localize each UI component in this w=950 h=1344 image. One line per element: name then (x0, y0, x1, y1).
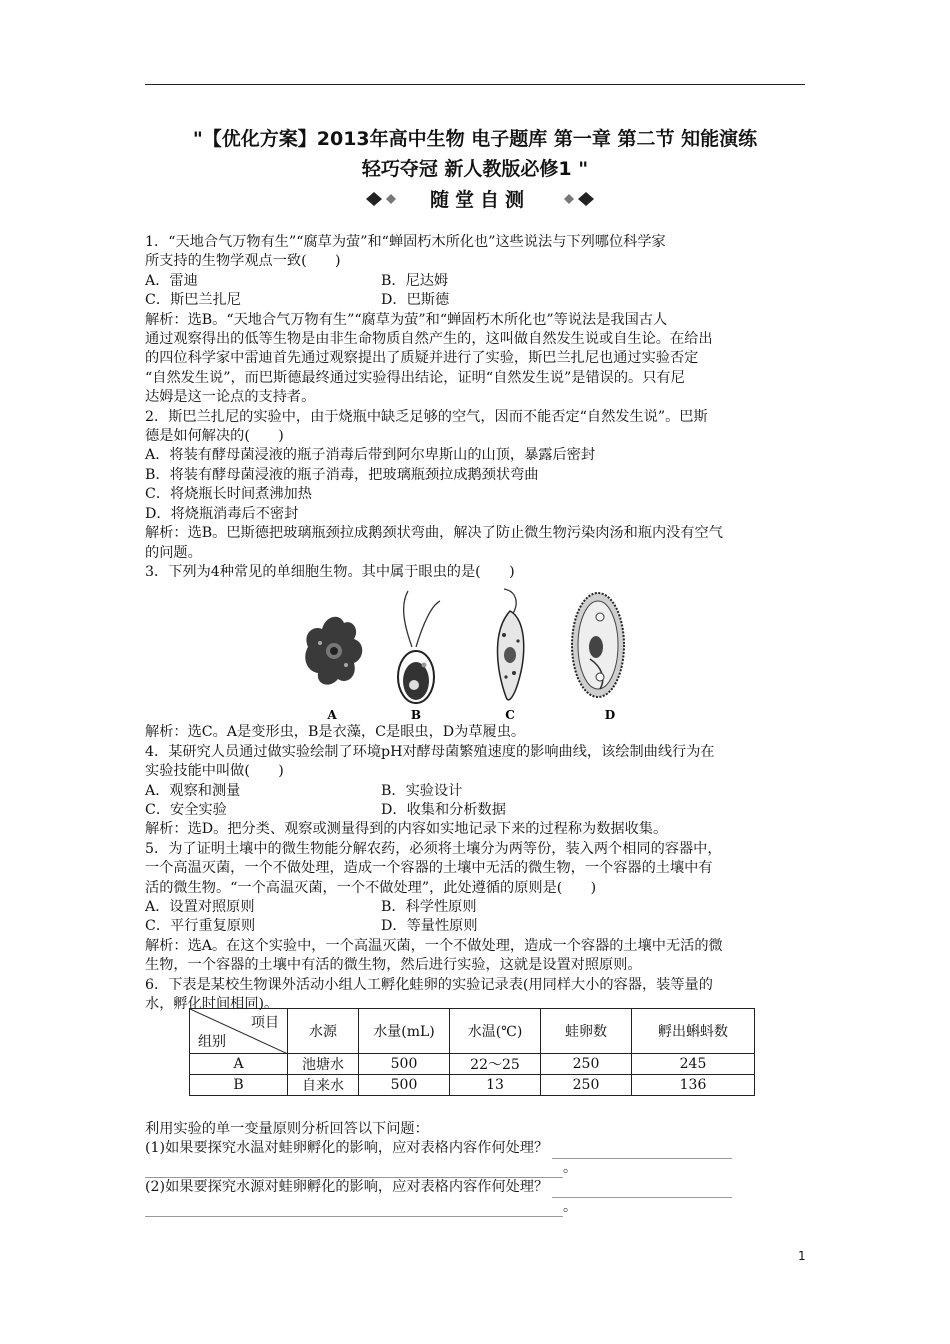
q6-sub2-continuation (145, 1198, 807, 1217)
euglena-image (498, 589, 524, 700)
section-banner (360, 186, 600, 212)
answer-blank[interactable] (552, 1144, 732, 1159)
q1-option-d: D．巴斯德 (381, 292, 450, 309)
table-cell: 245 (632, 1054, 755, 1075)
table-cell: 自来水 (288, 1075, 359, 1096)
table-cell: 250 (541, 1075, 632, 1096)
q1-stem-2: 所支持的生物学观点一致( ) (145, 253, 341, 270)
table-cell: 22～25 (450, 1054, 541, 1075)
title-line-2: 轻巧夺冠 新人教版必修1 " (361, 158, 589, 180)
q5-option-b: B．科学性原则 (381, 898, 477, 915)
amoeba-image (305, 617, 362, 685)
q5-stem-2: 一个高温灭菌，一个不做处理，造成一个容器的土壤中无活的微生物，一个容器的土壤中有 (145, 860, 713, 877)
table-header: 水源 (288, 1009, 359, 1054)
paramecium-image (572, 593, 624, 697)
q2-option-b: B．将装有酵母菌浸液的瓶子消毒，把玻璃瓶颈拉成鹅颈状弯曲 (145, 466, 539, 483)
q5-stem-1: 5．为了证明土壤中的微生物能分解农药，必须将土壤分为两等份，装入两个相同的容器中， (145, 840, 722, 857)
corner-label-top: 项目 (251, 1015, 279, 1031)
answer-blank[interactable] (552, 1183, 732, 1198)
table-row (190, 1054, 755, 1075)
q5-option-c: C．平行重复原则 (145, 918, 256, 935)
table-cell: 136 (632, 1075, 755, 1096)
q4-option-b: B．实验设计 (381, 782, 463, 799)
q2-option-c: C．将烧瓶长时间煮沸加热 (145, 486, 312, 503)
q6-sub1-line (145, 1139, 807, 1158)
diamond-left-inner (386, 194, 396, 204)
answer-blank[interactable] (145, 1163, 563, 1178)
q1-option-c: C．斯巴兰扎尼 (145, 292, 241, 309)
table-header-row (190, 1009, 755, 1054)
figure-label-a: A (327, 708, 337, 723)
table-header: 水温(℃) (450, 1009, 541, 1054)
q5-answer-1: 解析：选A。在这个实验中，一个高温灭菌，一个不做处理，造成一个容器的土壤中无活的微 (145, 937, 723, 954)
end-mark: 。 (563, 1198, 578, 1215)
table-cell: 13 (450, 1075, 541, 1096)
q4-options-row-1 (145, 782, 807, 801)
q4-option-c: C．安全实验 (145, 801, 227, 818)
q1-stem-1: 1．“天地合气万物有生”“腐草为萤”和“蝉固朽木所化也”这些说法与下列哪位科学家 (145, 234, 666, 250)
corner-label-bottom: 组别 (198, 1034, 226, 1050)
header-rule (145, 84, 805, 85)
table-header: 孵出蝌蚪数 (632, 1009, 755, 1054)
q6-intro: 利用实验的单一变量原则分析回答以下问题： (145, 1121, 429, 1137)
page-number: 1 (798, 1249, 806, 1263)
q4-answer: 解析：选D。把分类、观察或测量得到的内容如实地记录下来的过程称为数据收集。 (145, 821, 668, 838)
q2-option-a: A．将装有酵母菌浸液的瓶子消毒后带到阿尔卑斯山的山顶，暴露后密封 (145, 447, 596, 464)
q1-answer-1: 解析：选B。“天地合气万物有生”“腐草为萤”和“蝉固朽木所化也”等说法是我国古人 (145, 311, 668, 328)
diamond-left-outer (366, 192, 382, 206)
q4-option-d: D．收集和分析数据 (381, 801, 506, 818)
figure-label-c: C (505, 708, 515, 723)
banner-label: 随堂自测 (429, 189, 531, 211)
table-cell: B (190, 1075, 288, 1096)
q5-options-row-2 (145, 917, 807, 936)
q4-option-a: A．观察和测量 (145, 782, 241, 799)
q6-stem-1: 6．下表是某校生物课外活动小组人工孵化蛙卵的实验记录表(用同样大小的容器，装等量的 (145, 976, 713, 993)
table-cell: 250 (541, 1054, 632, 1075)
q6-subquestions (145, 1120, 807, 1217)
table-cell: 500 (359, 1075, 450, 1096)
q1-option-a: A．雷迪 (145, 272, 198, 289)
chlamydomonas-image (398, 591, 440, 703)
q1-answer-2: 通过观察得出的低等生物是由非生命物质自然产生的，这叫做自然发生说或自生论。在给出 (145, 331, 713, 348)
q4-stem-1: 4．某研究人员通过做实验绘制了环境pH对酵母菌繁殖速度的影响曲线，该绘制曲线行为在 (145, 743, 715, 760)
q2-answer-2: 的问题。 (145, 544, 202, 561)
figure-label-d: D (604, 708, 616, 723)
title-line-1: "【优化方案】2013年高中生物 电子题库 第一章 第二节 知能演练 (192, 128, 758, 150)
q5-option-d: D．等量性原则 (381, 918, 478, 935)
table-header: 蛙卵数 (541, 1009, 632, 1054)
q4-options-row-2 (145, 801, 807, 820)
q1-option-b: B．尼达姆 (381, 272, 449, 289)
q5-option-a: A．设置对照原则 (145, 898, 255, 915)
q2-stem-2: 德是如何解决的( ) (145, 428, 284, 445)
organism-figure (145, 585, 807, 723)
table-cell: 500 (359, 1054, 450, 1075)
q6-sub1-continuation (145, 1159, 807, 1178)
table-corner-cell (190, 1009, 288, 1054)
diamond-right-outer (578, 192, 594, 206)
q2-answer-1: 解析：选B。巴斯德把玻璃瓶颈拉成鹅颈状弯曲，解决了防止微生物污染肉汤和瓶内没有空气 (145, 525, 723, 542)
q3-stem: 3．下列为4种常见的单细胞生物。其中属于眼虫的是( ) (145, 563, 515, 580)
q6-stem-2: 水，孵化时间相同)。 (145, 996, 279, 1012)
q6-sub2-text: (2)如果要探究水源对蛙卵孵化的影响，应对表格内容作何处理？ (145, 1179, 549, 1196)
q1-options-row-2 (145, 291, 807, 310)
q1-answer-4: “自然发生说”，而巴斯德最终通过实验得出结论，证明“自然发生说”是错误的。只有尼 (145, 369, 685, 386)
table-cell: 池塘水 (288, 1054, 359, 1075)
q1-answer-5: 达姆是这一论点的支持者。 (145, 389, 316, 406)
q3-answer: 解析：选C。A是变形虫，B是衣藻，C是眼虫，D为草履虫。 (145, 724, 526, 741)
q1-options-row-1 (145, 272, 807, 291)
table-header: 水量(mL) (359, 1009, 450, 1054)
q1-answer-3: 的四位科学家中雷迪首先通过观察提出了质疑并进行了实验，斯巴兰扎尼也通过实验否定 (145, 350, 699, 367)
q2-stem-1: 2．斯巴兰扎尼的实验中，由于烧瓶中缺乏足够的空气，因而不能否定“自然发生说”。巴斯 (145, 408, 708, 425)
table-row (190, 1075, 755, 1096)
table-cell: A (190, 1054, 288, 1075)
q5-options-row-1 (145, 898, 807, 917)
answer-blank[interactable] (145, 1202, 563, 1217)
q6-sub1-text: (1)如果要探究水温对蛙卵孵化的影响，应对表格内容作何处理？ (145, 1140, 549, 1157)
q5-stem-3: 活的微生物。“一个高温灭菌，一个不做处理”，此处遵循的原则是( ) (145, 879, 597, 896)
end-mark: 。 (563, 1159, 578, 1176)
q5-answer-2: 生物，一个容器的土壤中有活的微生物，然后进行实验，这就是设置对照原则。 (145, 957, 642, 974)
q6-sub2-line (145, 1178, 807, 1197)
question-content (145, 233, 807, 1014)
q4-stem-2: 实验技能中叫做( ) (145, 763, 284, 780)
q2-option-d: D．将烧瓶消毒后不密封 (145, 505, 299, 522)
document-title (120, 124, 830, 184)
organisms-illustration (300, 585, 640, 723)
experiment-record-table (189, 1008, 755, 1096)
diamond-right-inner (564, 194, 574, 204)
figure-label-b: B (410, 708, 422, 723)
